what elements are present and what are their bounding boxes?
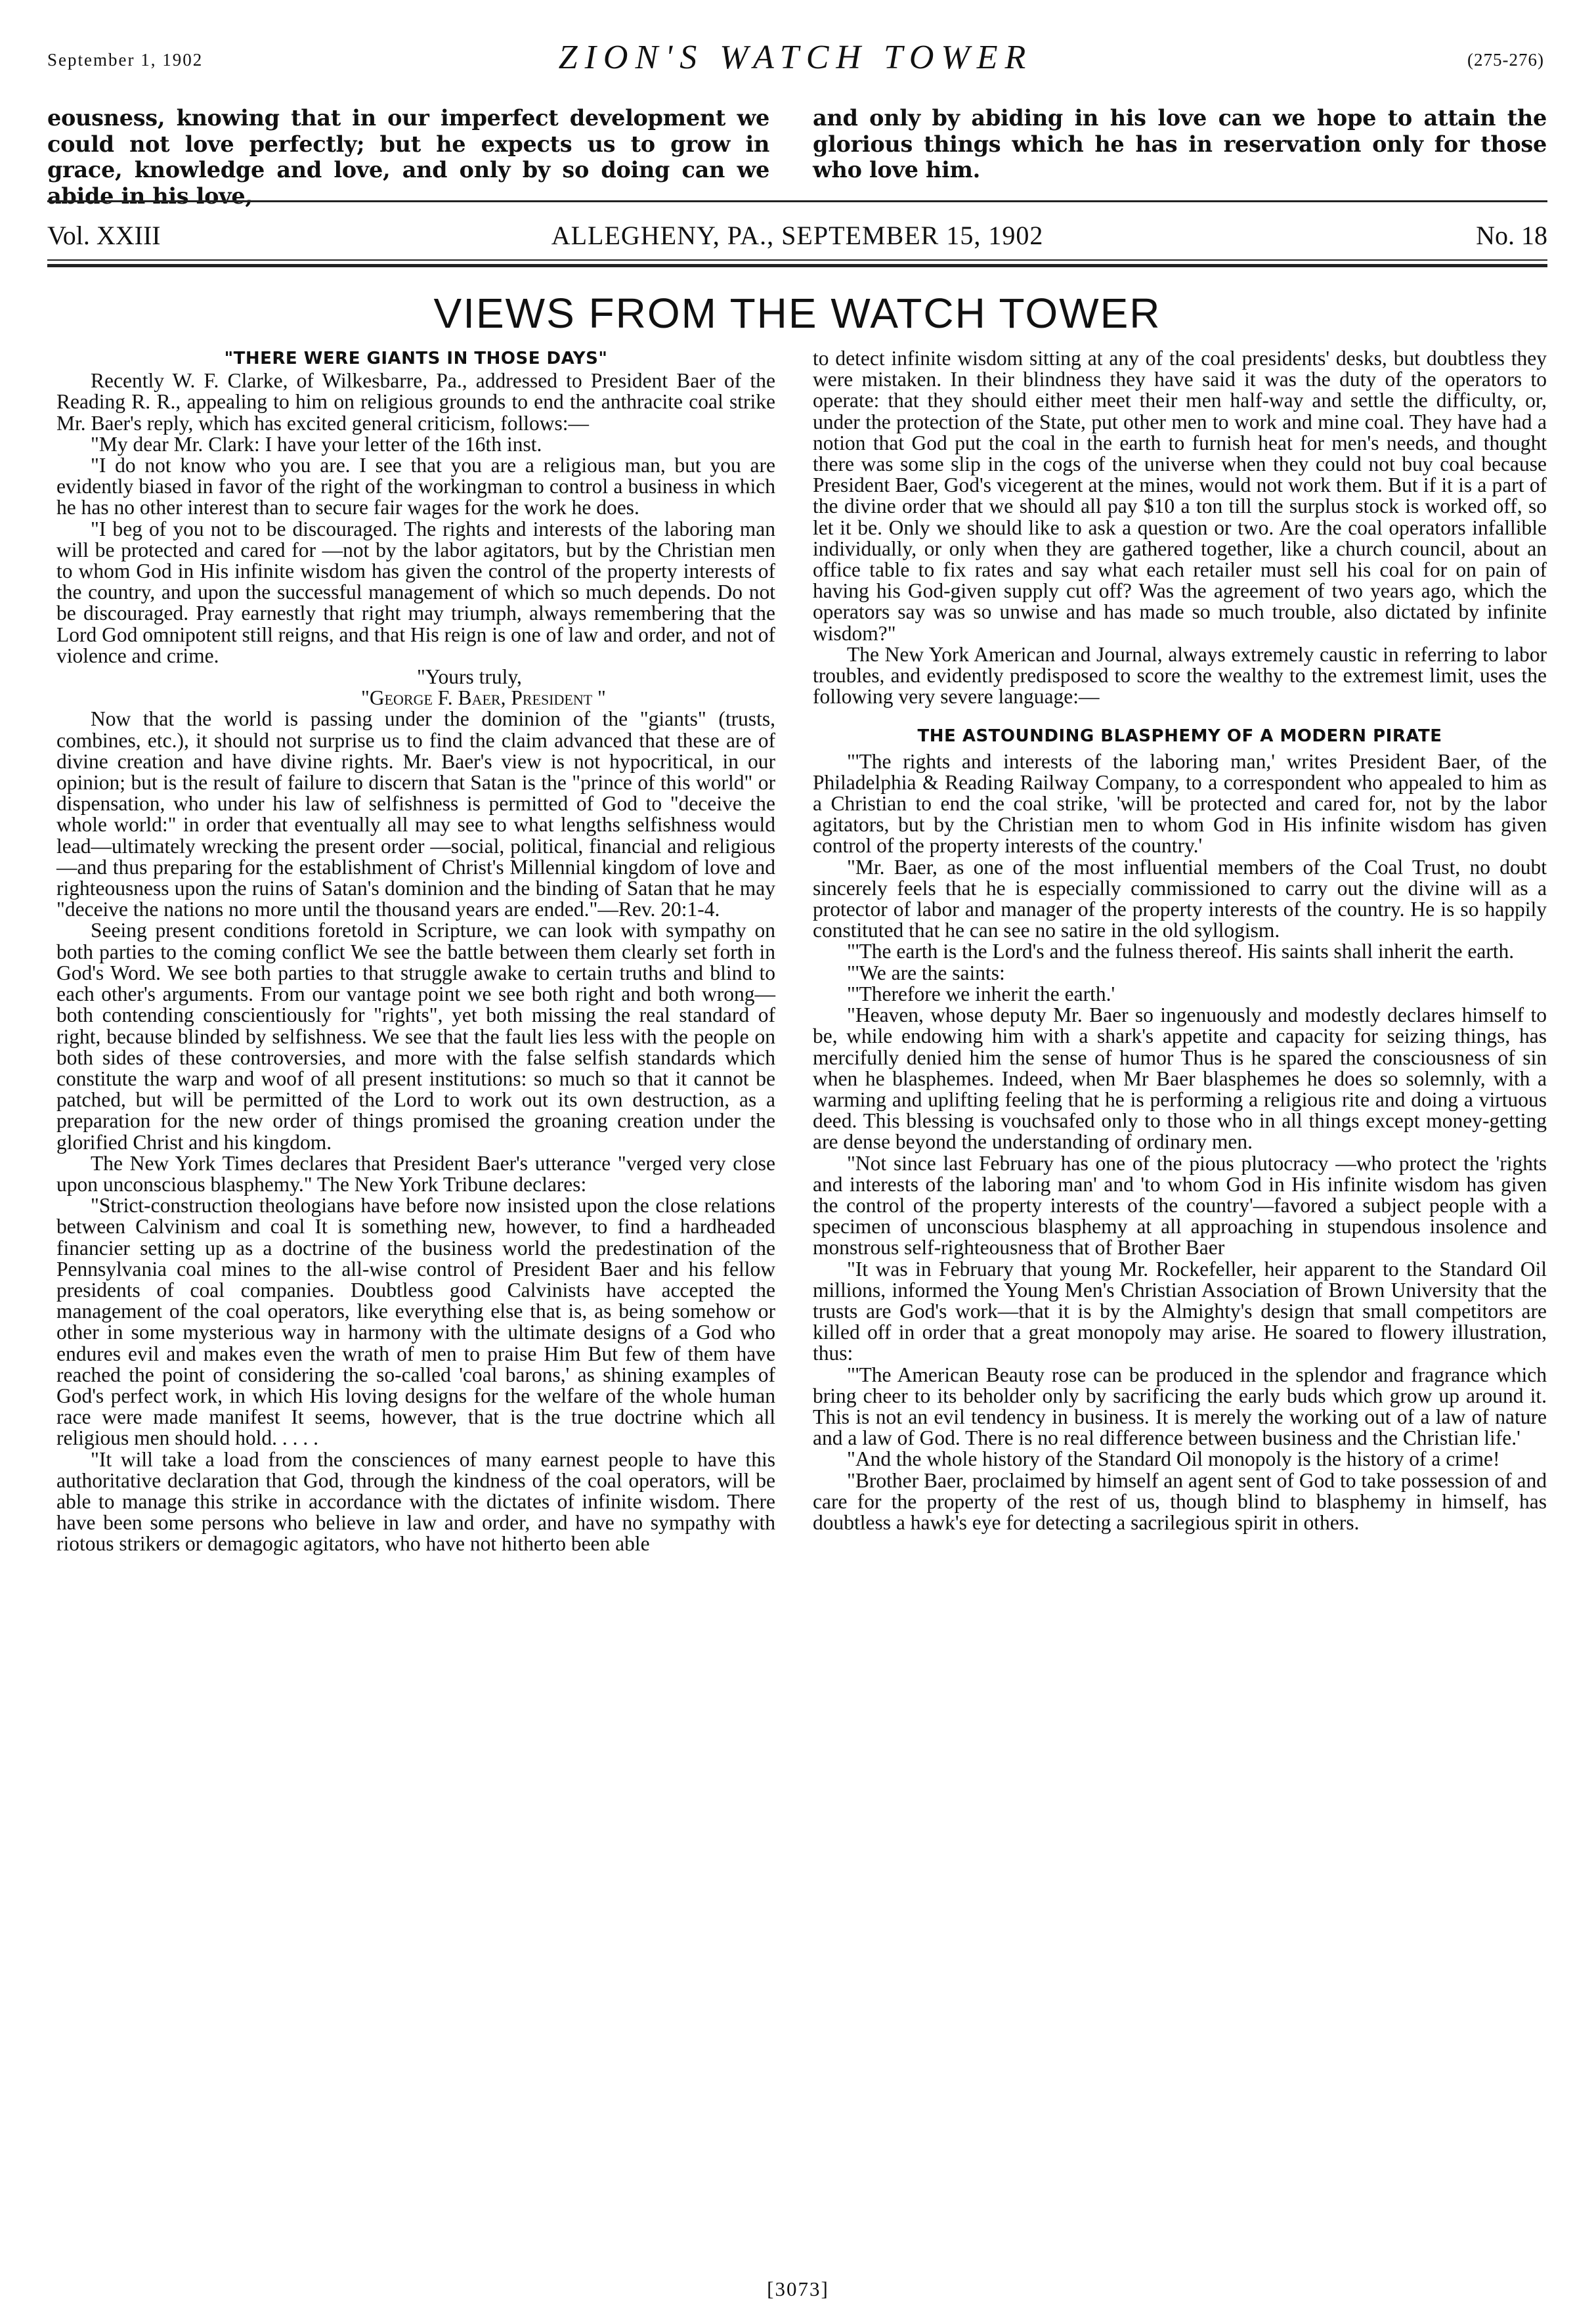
paragraph: Now that the world is passing under the dominion of the "giants" (trusts, combines, etc.), it should not surprise us to find the claim advanced that these are of divine creation and have divine rights. Mr. Baer's view is not hypocritical, in our opinion; but is the result of failure to discern that Satan is the "prince of this world" or dispensation, who under his law of selfishness is permitted of God to "deceive the whole world:" in order that eventually all may see to what lengths selfishness would lead—ultimately wrecking the present order —social, political, financial and religious—and thus preparing for the establishment of Christ's Millennial kingdom of love and righteousness upon the ruins of Satan's dominion and the binding of Satan that he may "deceive the nations no more until the thousand years are ended."—Rev. 20:1-4. — [56, 707, 775, 921]
paragraph: "Mr. Baer, as one of the most influential members of the Coal Trust, no doubt sincerely feels that he is especially commissioned to carry out the divine will as a protector of labor and manager of the property interests of the country. He is so happily constituted that he can see no satire in the old syllogism. — [813, 855, 1547, 942]
continuation-text-left: eousness, knowing that in our imperfect development we could not love perfectly; but he expects us to grow in grace, knowledge and love, and only by so doing can we abide in his love, — [47, 105, 769, 209]
issue-number: No. 18 — [1476, 221, 1547, 250]
paragraph: The New York Times declares that President Baer's utterance "verged very close upon unconscious blasphemy." The New York Tribune declares: — [56, 1151, 775, 1196]
paragraph: "'Therefore we inherit the earth.' — [847, 982, 1115, 1005]
signature-name: "George F. Baer, President " — [361, 686, 606, 710]
paragraph: "'We are the saints: — [847, 961, 1005, 984]
paragraph: "'The earth is the Lord's and the fulness thereof. His saints shall inherit the earth. — [847, 940, 1515, 963]
divider-rule-thick — [47, 264, 1547, 267]
volume-label: Vol. XXIII — [47, 221, 161, 250]
masthead — [47, 213, 1547, 253]
paragraph: "Brother Baer, proclaimed by himself an agent sent of God to take possession of and care for the property of the rest of us, though blind to blasphemy in himself, has doubtless a hawk's eye for detecting a sacrilegious spirit in others. — [813, 1468, 1547, 1534]
paragraph: "I beg of you not to be discouraged. The rights and interests of the laboring man will be protected and cared for —not by the labor agitators, but by the Christian men to whom God in His infinite wisdom has given the control of the property interests of the country, and upon the successful management of which so much depends. Do not be discouraged. Pray earnestly that right may triumph, always remembering that the Lord God omnipotent still reigns, and that His reign is one of law and order, and not of violence and crime. — [56, 517, 775, 667]
paragraph: "I do not know who you are. I see that you are a religious man, but you are evidently biased in favor of the right of the workingman to control a business in which he has no other interest than to secure fair wages for the work he does. — [56, 454, 775, 519]
article-column-left — [56, 348, 775, 1555]
running-head — [47, 38, 1544, 84]
article-column-right — [813, 348, 1547, 1533]
paragraph: "It will take a load from the consciences of many earnest people to have this authoritative declaration that God, through the kindness of the coal operators, will be able to manage this strike in accordance with the dictates of infinite wisdom. There have been some persons who believe in law and order, and have no sympathy with riotous strikers or demagogic agitators, who have not hitherto been able — [56, 1447, 775, 1556]
paragraph: "And the whole history of the Standard Oil monopoly is the history of a crime! — [847, 1447, 1500, 1471]
paragraph: "'The American Beauty rose can be produced in the splendor and fragrance which bring cheer to its beholder only by sacrificing the early buds which grow up around it. This is not an evil tendency in business. It is merely the working out of a law of nature and a law of God. There is no real difference between business and the Christian life.' — [813, 1363, 1547, 1450]
paragraph: "Heaven, whose deputy Mr. Baer so ingenuously and modestly declares himself to be, while endowing him with a shark's appetite and capacity for seizing things, has mercifully denied him the sense of humor Thus is he spared the consciousness of sin when he blasphemes. Indeed, when Mr Baer blasphemes he does so solemnly, with a warming and uplifting feeling that he is performing a religious rite and doing a virtuous deed. This blessing is vouchsafed only to those who in all things except money-getting are dense beyond the understanding of ordinary men. — [813, 1003, 1547, 1154]
paragraph: "My dear Mr. Clark: I have your letter of the 16th inst. — [91, 432, 542, 456]
divider-rule — [47, 200, 1547, 202]
running-head-pages: (275-276) — [1467, 50, 1544, 70]
paragraph: "Not since last February has one of the pious plutocracy —who protect the 'rights and interests of the laboring man' and 'to whom God in His infinite wisdom has given the control of the property interests of the country'—favored a subject people with a specimen of unconscious blasphemy at all approaching in stupendous insolence and monstrous self-righteousness that of Brother Baer — [813, 1151, 1547, 1260]
paragraph: Seeing present conditions foretold in Scripture, we can look with sympathy on both parties to the coming conflict We see the battle between them clearly set forth in God's Word. We see both parties to that struggle awake to certain truths and blind to each other's arguments. From our vantage point we see both right and both wrong—both contending conscientiously for "rights", yet both missing the real standard of right, because blinded by selfishness. We see that the fault lies less with the people on both sides of these controversies, and more with the false selfish standards which constitute the warp and woof of all present institutions: so much so that it cannot be patched, but will be permitted of the Lord to work out its own destruction, as a preparation for the new order of things promised the groaning creation under the glorified Christ and his kingdom. — [56, 919, 775, 1154]
running-head-date: September 1, 1902 — [47, 50, 204, 70]
paragraph: The New York American and Journal, always extremely caustic in referring to labor troubles, and evidently predisposed to score the wealthy to the extremest limit, uses the following very severe language:— — [813, 642, 1547, 709]
divider-rule — [47, 259, 1547, 261]
page-title: VIEWS FROM THE WATCH TOWER — [433, 290, 1161, 337]
section-heading: THE ASTOUNDING BLASPHEMY OF A MODERN PIRATE — [917, 726, 1442, 747]
paragraph: to detect infinite wisdom sitting at any of the coal presidents' desks, but doubtless they were mistaken. In their blindness they have said it was the duty of the operators to operate: that they should either meet their men half-way and settle the difficulty, or, under the protection of the State, put other men to work and mine coal. They have had a notion that God put the coal in the earth to furnish heat for men's needs, and thought there was some slip in the cogs of the universe when they could not buy coal because President Baer, God's vicegerent at the mines, would not work them. But if it is a part of the divine order that we should all pay $10 a ton till the surplus stock is worked off, so let it be. Only we should like to ask a question or two. Are the coal operators infallible individually, or only when they are gathered together, like a church council, about an office table to fix rates and say what each retailer must sell his coal for on pain of having his God-given supply cut off? Was the agreement of two years ago, which the operators say was so unwise and has made so much trouble, also dictated by infinite wisdom?" — [813, 347, 1547, 645]
paragraph: "It was in February that young Mr. Rockefeller, heir apparent to the Standard Oil millions, informed the Young Men's Christian Association of Brown University that the trusts are God's work—that it is by the Almighty's design that small competitors are killed off in order that a great monopoly may arise. He soared to flowery illustration, thus: — [813, 1257, 1547, 1365]
paragraph: "'The rights and interests of the laboring man,' writes President Baer, of the Philadelphia & Reading Railway Company, to a correspondent who appealed to him as a Christian to end the coal strike, 'will be protected and cared for, not by the labor agitators, but by the Christian men to whom God in His infinite wisdom has given control of the property interests of the country.' — [813, 749, 1547, 858]
signature-closing: "Yours truly, — [417, 665, 522, 689]
paragraph: Recently W. F. Clarke, of Wilkesbarre, Pa., addressed to President Baer of the Reading R. R., appealing to him on religious grounds to end the anthracite coal strike Mr. Baer's reply, which has excited general criticism, follows:— — [56, 369, 775, 435]
section-heading: "THERE WERE GIANTS IN THOSE DAYS" — [224, 349, 608, 368]
dateline: ALLEGHENY, PA., SEPTEMBER 15, 1902 — [551, 221, 1044, 250]
page-number: [3073] — [767, 2277, 829, 2300]
paragraph: "Strict-construction theologians have before now insisted upon the close relations between Calvinism and coal It is something new, however, to find a hardheaded financier setting up as a doctrine of the business world the predestination of the Pennsylvania coal mines to the all-wise control of President Baer and his fellow presidents of coal companies. Doubtless good Calvinists have accepted the management of the coal operators, like everything else that is, as being somehow or other in some mysterious way in harmony with the ultimate designs of a God who endures evil and makes even the wrath of men to praise Him But few of them have reached the point of considering the so-called 'coal barons,' as shining examples of God's perfect work, in which His loving designs for the welfare of the whole human race were made manifest It seems, however, that is the true doctrine which all religious men should hold. . . . . — [56, 1194, 775, 1450]
continuation-text-right: and only by abiding in his love can we hope to attain the glorious things which he has in reservation only for those who love him. — [813, 105, 1547, 183]
running-head-title: ZION'S WATCH TOWER — [558, 39, 1033, 76]
